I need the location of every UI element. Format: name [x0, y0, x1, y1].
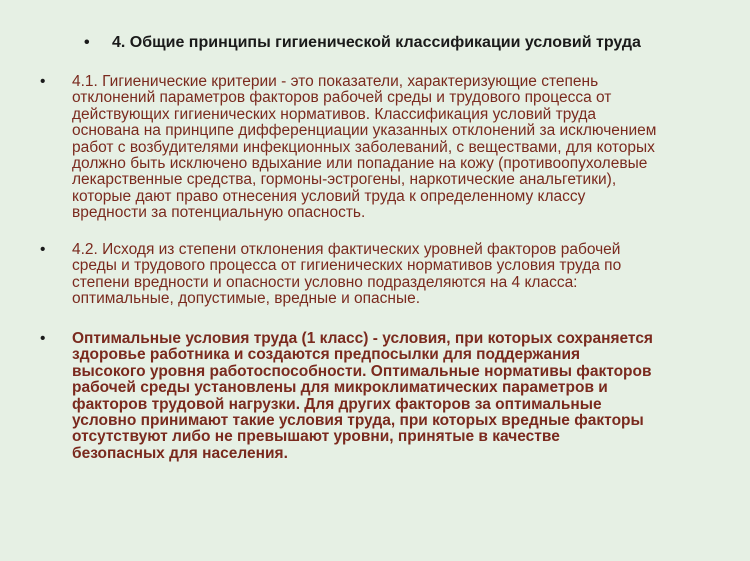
paragraph-text: 4.1. Гигиенические критерии - это показатели, характеризующие степень отклонений параметров факторов рабочей среды и трудового процесса от действующих гигиенических нормативов. Классификация условий труда основана на принципе дифференциации указанных отклонений за исключением работ с возбудителями инфекционных заболеваний, с веществами, для которых должно быть исключено вдыхание или попадание на кожу (противоопухолевые лекарственные средства, гормоны-эстрогены, наркотические анальгетики), которые дают право отнесения условий труда к определенному классу вредности за потенциальную опасность.	[72, 73, 657, 222]
paragraph-text: 4.2. Исходя из степени отклонения фактических уровней факторов рабочей среды и трудового процесса от гигиенических нормативов условия труда по степени вредности и опасности условно подразделяются на 4 класса: оптимальные, допустимые, вредные и опасные.	[72, 241, 622, 308]
bullet-icon: •	[40, 241, 46, 258]
paragraph-text: Оптимальные условия труда (1 класс) - условия, при которых сохраняется здоровье работника и создаются предпосылки для поддержания высокого уровня работоспособности. Оптимальные нормативы факторов рабочей среды установлены для микроклиматических параметров и факторов трудовой нагрузки. Для других факторов за оптимальные условно принимают такие условия труда, при которых вредные факторы отсутствуют либо не превышают уровни, принятые в качестве безопасных для населения.	[72, 330, 653, 462]
bullet-icon: •	[40, 73, 46, 90]
heading-text: 4. Общие принципы гигиенической классификации условий труда	[112, 34, 641, 51]
bullet-icon: •	[84, 34, 90, 51]
bullet-icon: •	[40, 330, 46, 347]
